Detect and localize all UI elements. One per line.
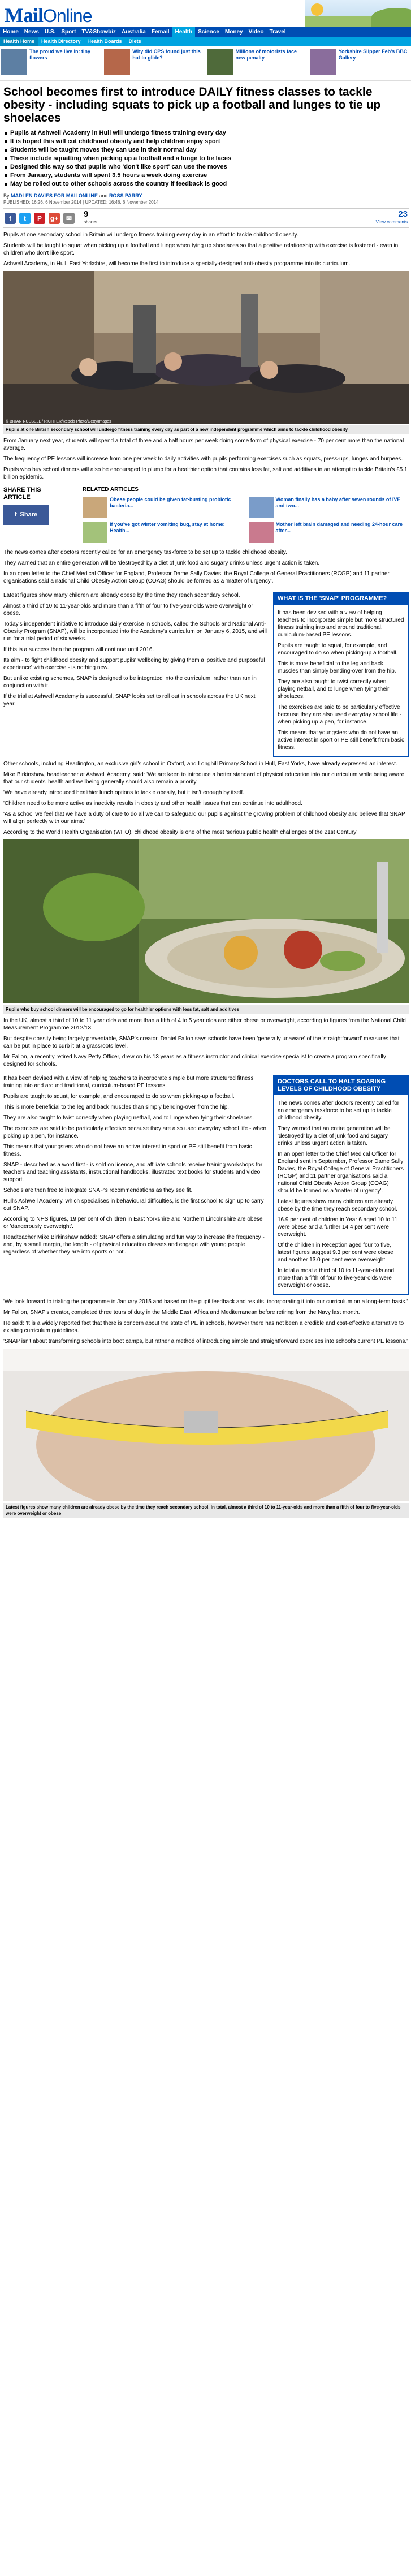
share-article-box bbox=[3, 486, 77, 543]
photo-credit: © BRIAN RUSSELL / RICHTER/Rebels Photo/Getty/Images bbox=[6, 420, 111, 424]
byline-prefix: By bbox=[3, 193, 10, 199]
paragraph: Pupils are taught to squat, for example, and encouraged to do so when picking-up a football. bbox=[3, 1093, 235, 1100]
article-body bbox=[3, 437, 409, 481]
related-thumbnail bbox=[249, 497, 274, 518]
nav-item-femail[interactable]: Femail bbox=[151, 29, 170, 35]
related-article[interactable] bbox=[249, 522, 409, 543]
summary-bullets bbox=[3, 129, 409, 188]
paragraph: Mr Fallon, a recently retired Navy Petty Officer, drew on his 13 years as a fitness instructor and clinical exercise specialist to create a program specifically designed for schools. bbox=[3, 1054, 386, 1067]
paragraph: Its aim - to fight childhood obesity and support pupils' wellbeing by giving them a 'positive and purposeful experience' with exercise - is nothing new. bbox=[3, 657, 265, 671]
facebook-share-label: Share bbox=[20, 511, 38, 518]
article-body bbox=[3, 1071, 269, 1295]
nav-item-science[interactable]: Science bbox=[198, 29, 219, 35]
factbox-body bbox=[274, 1095, 408, 1294]
paragraph: 'We look forward to trialing the programme in January 2015 and based on the pupil feedback and results, incorporating it into our curriculum on a long-term basis.' bbox=[3, 1299, 408, 1305]
facebook-icon: f bbox=[14, 511, 17, 518]
paragraph: This is more beneficial to the leg and back muscles than simply bending-over from the hip. bbox=[3, 1104, 230, 1110]
nav-item-money[interactable]: Money bbox=[224, 29, 243, 35]
factbox-paragraph: Of the children in Reception aged four to five, latest figures suggest 9.3 per cent were obese and another 13.0 per cent were overweight. bbox=[278, 1242, 393, 1263]
nav-item-home[interactable]: Home bbox=[3, 29, 19, 35]
factbox-paragraph: They are also taught to twist correctly when playing netball, and to lunge when tying their shoelaces. bbox=[278, 679, 390, 700]
paragraph: Mr Fallon, SNAP's creator, completed three tours of duty in the Middle East, Africa and Mediterranean before retiring from the Navy last month. bbox=[3, 1309, 360, 1316]
subnav-item[interactable]: Health Directory bbox=[41, 38, 81, 44]
paragraph: From January next year, students will spend a total of three and a half hours per week doing some form of physical exercise - 70 per cent more than the national average. bbox=[3, 438, 404, 451]
paragraph: Schools are then free to integrate SNAP's recommendations as they see fit. bbox=[3, 1187, 193, 1194]
published-info: PUBLISHED: 16:26, 6 November 2014 | UPDATED: 16:46, 6 November 2014 bbox=[3, 200, 409, 209]
subnav-item[interactable]: Health Boards bbox=[87, 38, 122, 44]
story-tile[interactable] bbox=[310, 49, 410, 77]
related-articles bbox=[83, 486, 409, 543]
share-and-related bbox=[3, 486, 409, 543]
factbox-heading: WHAT IS THE 'SNAP' PROGRAMME? bbox=[274, 593, 408, 605]
paragraph: Pupils who buy school dinners will also be encouraged to plump for a healthier option that contains less fat, salt and additives in an attempt to tackle Britain's £5.1 billion epidemic. bbox=[3, 467, 408, 480]
paragraph: Pupils at one secondary school in Britain will undergo fitness training every day in an effort to tackle childhood obesity. bbox=[3, 232, 298, 238]
factbox-paragraph: They warned that an entire generation will be 'destroyed' by a diet of junk food and sugary drinks unless urgent action is taken. bbox=[278, 1126, 391, 1147]
factbox-paragraph: This means that youngsters who do not have an active interest in sport or PE still benefit from basic fitness. bbox=[278, 730, 404, 751]
author-link[interactable]: MADLEN DAVIES FOR MAILONLINE bbox=[11, 193, 98, 199]
author-link[interactable]: ROSS PARRY bbox=[109, 193, 142, 199]
logo-mail: Mail bbox=[5, 4, 43, 27]
summary-bullet: May be rolled out to other schools across the country if feedback is good bbox=[3, 180, 409, 188]
paragraph: It has been devised with a view of helping teachers to incorporate simple but more structured fitness training into and around traditional, curriculum-based PE lessons. bbox=[3, 1075, 254, 1089]
paragraph: According to NHS figures, 19 per cent of children in East Yorkshire and Northern Lincolnshire are obese or 'dangerously overweight'. bbox=[3, 1216, 263, 1230]
paragraph: 'SNAP isn't about transforming schools into boot camps, but rather a method of introducing simple and straightforward exercises into school's current PE lessons.' bbox=[3, 1338, 408, 1345]
sub-nav bbox=[0, 37, 411, 46]
nav-item-travel[interactable]: Travel bbox=[269, 29, 286, 35]
comments-label: View comments bbox=[375, 219, 408, 225]
related-thumbnail bbox=[249, 522, 274, 543]
article-photo bbox=[3, 839, 409, 1005]
factbox-paragraph: Latest figures show many children are already obese by the time they reach secondary school. bbox=[278, 1199, 397, 1212]
paragraph: Other schools, including Headington, an exclusive girl's school in Oxford, and Longhill Primary School in Hull, East Yorks, have already expressed an interest. bbox=[3, 761, 397, 767]
footer-pad bbox=[3, 1518, 409, 1520]
nav-item-tvshowbiz[interactable]: TV&Showbiz bbox=[81, 29, 116, 35]
paragraph: Hull's Ashwell Academy, which specialises in behavioural difficulties, is the first school to sign up to carry out SNAP. bbox=[3, 1198, 264, 1212]
comments-link[interactable] bbox=[376, 210, 408, 226]
byline bbox=[3, 193, 409, 199]
summary-bullet: Designed this way so that pupils who 'don't like sport' can use the moves bbox=[3, 163, 409, 171]
article bbox=[0, 85, 411, 1520]
main-nav bbox=[0, 27, 411, 37]
logo-online: Online bbox=[42, 6, 92, 26]
article-body bbox=[3, 549, 409, 585]
related-grid bbox=[83, 497, 409, 543]
factbox-paragraph: It has been devised with a view of helping teachers to incorporate simple but more structured fitness training into and around traditional, curriculum-based PE lessons. bbox=[278, 610, 404, 638]
paragraph: They warned that an entire generation will be 'destroyed' by a diet of junk food and sugary drinks unless urgent action is taken. bbox=[3, 560, 320, 566]
googleplus-share-icon[interactable]: g+ bbox=[49, 213, 60, 224]
story-thumbnail bbox=[310, 49, 336, 75]
paragraph: 'Children need to be more active as inactivity results in obesity and other health issues that can continue into adulthood. bbox=[3, 800, 302, 807]
story-title: Millions of motorists face new penalty bbox=[235, 49, 297, 61]
paragraph: Latest figures show many children are already obese by the time they reach secondary school. bbox=[3, 592, 240, 598]
summary-bullet: These include squatting when picking up a football and a lunge to tie laces bbox=[3, 154, 409, 163]
paragraph: The news comes after doctors recently called for an emergency taskforce to be set up to tackle childhood obesity. bbox=[3, 549, 287, 555]
factbox-paragraph: In an open letter to the Chief Medical Officer for England sent in September, Professor Dame Sally Davies, the Royal College of General Practitioners (RCGP) and 11 partner organisations said a national Child Obesity Action Group (COAG) should be formed as a 'matter of urgency'. bbox=[278, 1151, 404, 1194]
related-thumbnail bbox=[83, 497, 107, 518]
nav-item-health[interactable]: Health bbox=[172, 27, 196, 37]
paragraph: Students will be taught to squat when picking up a football and lunge when tying up shoelaces so that a positive relationship with exercise is fostered - even in children who don't like sport. bbox=[3, 243, 399, 256]
story-tile[interactable] bbox=[1, 49, 101, 77]
factbox-paragraph: The exercises are said to be particularly effective because they are also used everyday school life - when picking up a pen, for instance. bbox=[278, 704, 402, 725]
nav-item-news[interactable]: News bbox=[24, 29, 39, 35]
factbox-paragraph: 16.9 per cent of children in Year 6 aged 10 to 11 were obese and a further 14.4 per cent were overweight. bbox=[278, 1217, 398, 1238]
factbox-paragraph: The news comes after doctors recently called for an emergency taskforce to be set up to tackle childhood obesity. bbox=[278, 1100, 400, 1121]
factbox-paragraph: In total almost a third of 10 to 11-year-olds and more than a fifth of four to five-year-olds were overweight or obese. bbox=[278, 1268, 395, 1289]
paragraph: In an open letter to the Chief Medical Officer for England, Professor Dame Sally Davies, the Royal College of General Practitioners (RCGP) and 11 partner organisations said a national Child Obesity Action Group (COAG) should be formed as a 'matter of urgency'. bbox=[3, 571, 390, 584]
headline: School becomes first to introduce DAILY fitness classes to tackle obesity - including squats to pick up a football and lunges to tie up shoelaces bbox=[3, 85, 381, 124]
related-thumbnail bbox=[83, 522, 107, 543]
paragraph: In the UK, almost a third of 10 to 11 year olds and more than a fifth of 4 to 5 year olds are either obese or overweight, according to figures from the National Child Measurement Programme 2012/13. bbox=[3, 1018, 406, 1031]
related-heading: RELATED ARTICLES bbox=[83, 486, 409, 494]
related-article[interactable] bbox=[249, 497, 409, 518]
article-photo bbox=[3, 271, 409, 425]
related-article[interactable] bbox=[83, 522, 243, 543]
story-tile[interactable] bbox=[104, 49, 204, 77]
paragraph: 'We have already introduced healthier lunch options to tackle obesity, but it isn't enough by itself. bbox=[3, 790, 244, 796]
story-tile[interactable] bbox=[207, 49, 307, 77]
summary-bullet: It is hoped this will cut childhood obesity and help children enjoy sport bbox=[3, 137, 409, 146]
paragraph: Mike Birkinshaw, headteacher at Ashwell Academy, said: 'We are keen to introduce a better standard of physical education into our curriculum while being aware that our students' health and wellbeing generally should also remain a priority. bbox=[3, 772, 405, 785]
story-title: Yorkshire Slipper Feb's BBC Gallery bbox=[338, 49, 408, 61]
nav-item-us[interactable]: U.S. bbox=[44, 29, 56, 35]
story-title: Why did CPS found just this hat to glide? bbox=[132, 49, 201, 61]
share-title-line: ARTICLE bbox=[3, 494, 31, 501]
sun-icon bbox=[311, 3, 323, 16]
summary-bullet: From January, students will spent 3.5 hours a week doing exercise bbox=[3, 171, 409, 180]
comments-count: 23 bbox=[398, 209, 408, 219]
promo-hill bbox=[371, 8, 411, 27]
paragraph: 'As a school we feel that we have a duty of care to do all we can to safeguard our pupils against the growing problem of childhood obesity and believe that SNAP will align perfectly with our aims.' bbox=[3, 811, 405, 825]
share-title-line: SHARE THIS bbox=[3, 486, 41, 493]
photo-caption: Pupils who buy school dinners will be encouraged to go for healthier options with less fat, salt and additives bbox=[3, 1005, 409, 1014]
facebook-share-button[interactable] bbox=[3, 505, 49, 525]
paragraph: If the trial at Ashwell Academy is successful, SNAP looks set to roll out in schools across the UK next year. bbox=[3, 693, 256, 707]
summary-bullet: Pupils at Ashwell Academy in Hull will undergo fitness training every day bbox=[3, 129, 409, 137]
masthead bbox=[0, 0, 411, 27]
byline-and: and bbox=[99, 193, 108, 199]
factbox-snap bbox=[273, 592, 409, 757]
story-thumbnail bbox=[1, 49, 27, 75]
school-dinner-image bbox=[3, 839, 409, 1003]
paragraph: He said: 'It is a widely reported fact that there is concern about the state of PE in schools, however there has not been a credible and cost-effective alternative to existing curriculum guidelines. bbox=[3, 1320, 404, 1334]
article-photo bbox=[3, 1349, 409, 1503]
paragraph: Almost a third of 10 to 11-year-olds and more than a fifth of four to five-year-olds were overweight or obese. bbox=[3, 603, 253, 617]
paragraph: Ashwell Academy, in Hull, East Yorkshire, will become the first to introduce a specially-designed anti-obesity programme into its curriculum. bbox=[3, 261, 351, 267]
gym-class-image bbox=[3, 271, 409, 424]
paragraph: But unlike existing schemes, SNAP is designed to be integrated into the curriculum, rather than run in conjunction with it. bbox=[3, 675, 257, 689]
weather-promo[interactable] bbox=[305, 0, 411, 27]
related-title: If you've got winter vomiting bug, stay at home: Health... bbox=[110, 522, 225, 533]
share-bar bbox=[3, 209, 409, 228]
article-body bbox=[3, 1298, 409, 1345]
body-with-factbox bbox=[3, 588, 409, 757]
paragraph: Headteacher Mike Birkinshaw added: 'SNAP offers a stimulating and fun way to increase the frequency - and, by a small margin, the length - of physical education classes and engage with young people regardless of whether they are into sports or not'. bbox=[3, 1234, 265, 1255]
paragraph: Today's independent initiative to introduce daily exercise in schools, called the Schools and National Anti-Obesity Program (SNAP), will be incorporated into the Academy's curriculum on January 6, 2015, and will run for a trial period of six weeks. bbox=[3, 621, 267, 642]
article-body bbox=[3, 231, 409, 268]
photo-caption: Latest figures show many children are already obese by the time they reach secondary school. In total, almost a third of 10 to 11-year-olds and more than a fifth of four to five-year-olds were overweight or obese bbox=[3, 1503, 409, 1518]
article-body bbox=[3, 1017, 409, 1068]
share-count bbox=[84, 210, 97, 226]
paragraph: According to the World Health Organisation (WHO), childhood obesity is one of the most 'serious public health challenges of the 21st Century'. bbox=[3, 829, 359, 835]
story-thumbnail bbox=[207, 49, 233, 75]
pinterest-share-icon[interactable]: P bbox=[34, 213, 45, 224]
body-with-factbox bbox=[3, 1071, 409, 1295]
nav-item-video[interactable]: Video bbox=[248, 29, 264, 35]
twitter-share-icon[interactable]: t bbox=[19, 213, 31, 224]
article-body bbox=[3, 588, 269, 757]
paragraph: The frequency of PE lessons will increase from one per week to daily activities with pupils performing exercises such as squats, press-ups, lunges and burpees. bbox=[3, 456, 403, 462]
nav-item-sport[interactable]: Sport bbox=[61, 29, 76, 35]
factbox-paragraph: This is more beneficial to the leg and back muscles than simply bending-over from the hip. bbox=[278, 661, 396, 674]
tape-measure-image bbox=[3, 1349, 409, 1501]
factbox-body bbox=[274, 605, 408, 756]
email-share-icon[interactable]: ✉ bbox=[63, 213, 75, 224]
site-logo[interactable] bbox=[5, 3, 92, 27]
subnav-item[interactable]: Diets bbox=[128, 38, 141, 44]
subnav-item[interactable]: Health Home bbox=[0, 37, 38, 46]
related-title: Woman finally has a baby after seven rounds of IVF and two... bbox=[275, 497, 400, 509]
summary-bullet: Students will be taught moves they can use in their normal day bbox=[3, 146, 409, 154]
share-article-title bbox=[3, 486, 77, 501]
photo-caption: Pupils at one British secondary school will undergo fitness training every day as part of a new independent programme which aims to tackle childhood obesity bbox=[3, 425, 409, 434]
paragraph: The exercises are said to be particularly effective because they are also used everyday school life - when picking up a pen, for instance. bbox=[3, 1126, 267, 1139]
nav-item-australia[interactable]: Australia bbox=[122, 29, 146, 35]
related-title: Obese people could be given fat-busting probiotic bacteria... bbox=[110, 497, 231, 509]
story-title: The proud we live in: tiny flowers bbox=[29, 49, 91, 61]
paragraph: They are also taught to twist correctly when playing netball, and to lunge when tying their shoelaces. bbox=[3, 1115, 254, 1121]
share-count-value: 9 bbox=[84, 209, 89, 219]
facebook-share-icon[interactable]: f bbox=[5, 213, 16, 224]
paragraph: But despite obesity being largely preventable, SNAP's creator, Daniel Fallon says schools have been 'generally unaware' of the 'straightforward' measures that can be put in place to curb it at a grassroots level. bbox=[3, 1036, 400, 1049]
factbox-doctors bbox=[273, 1075, 409, 1295]
article-body bbox=[3, 760, 409, 836]
factbox-paragraph: Pupils are taught to squat, for example, and encouraged to do so when picking-up a football. bbox=[278, 643, 398, 656]
related-title: Mother left brain damaged and needing 24-hour care after... bbox=[275, 522, 403, 533]
factbox-heading: DOCTORS CALL TO HALT SOARING LEVELS OF CHILDHOOD OBESITY bbox=[274, 1076, 408, 1095]
paragraph: This means that youngsters who do not have an active interest in sport or PE still benefit from basic fitness. bbox=[3, 1144, 252, 1157]
paragraph: SNAP - described as a word first - is sold on licence, and affiliate schools receive training workshops for teachers and teaching assistants, instructional handbooks, illustrated text books for students and video support. bbox=[3, 1162, 263, 1183]
paragraph: If this is a success then the program will continue until 2016. bbox=[3, 647, 154, 653]
related-article[interactable] bbox=[83, 497, 243, 518]
share-count-label: shares bbox=[84, 219, 98, 225]
story-thumbnail bbox=[104, 49, 130, 75]
top-stories-strip bbox=[0, 46, 411, 81]
